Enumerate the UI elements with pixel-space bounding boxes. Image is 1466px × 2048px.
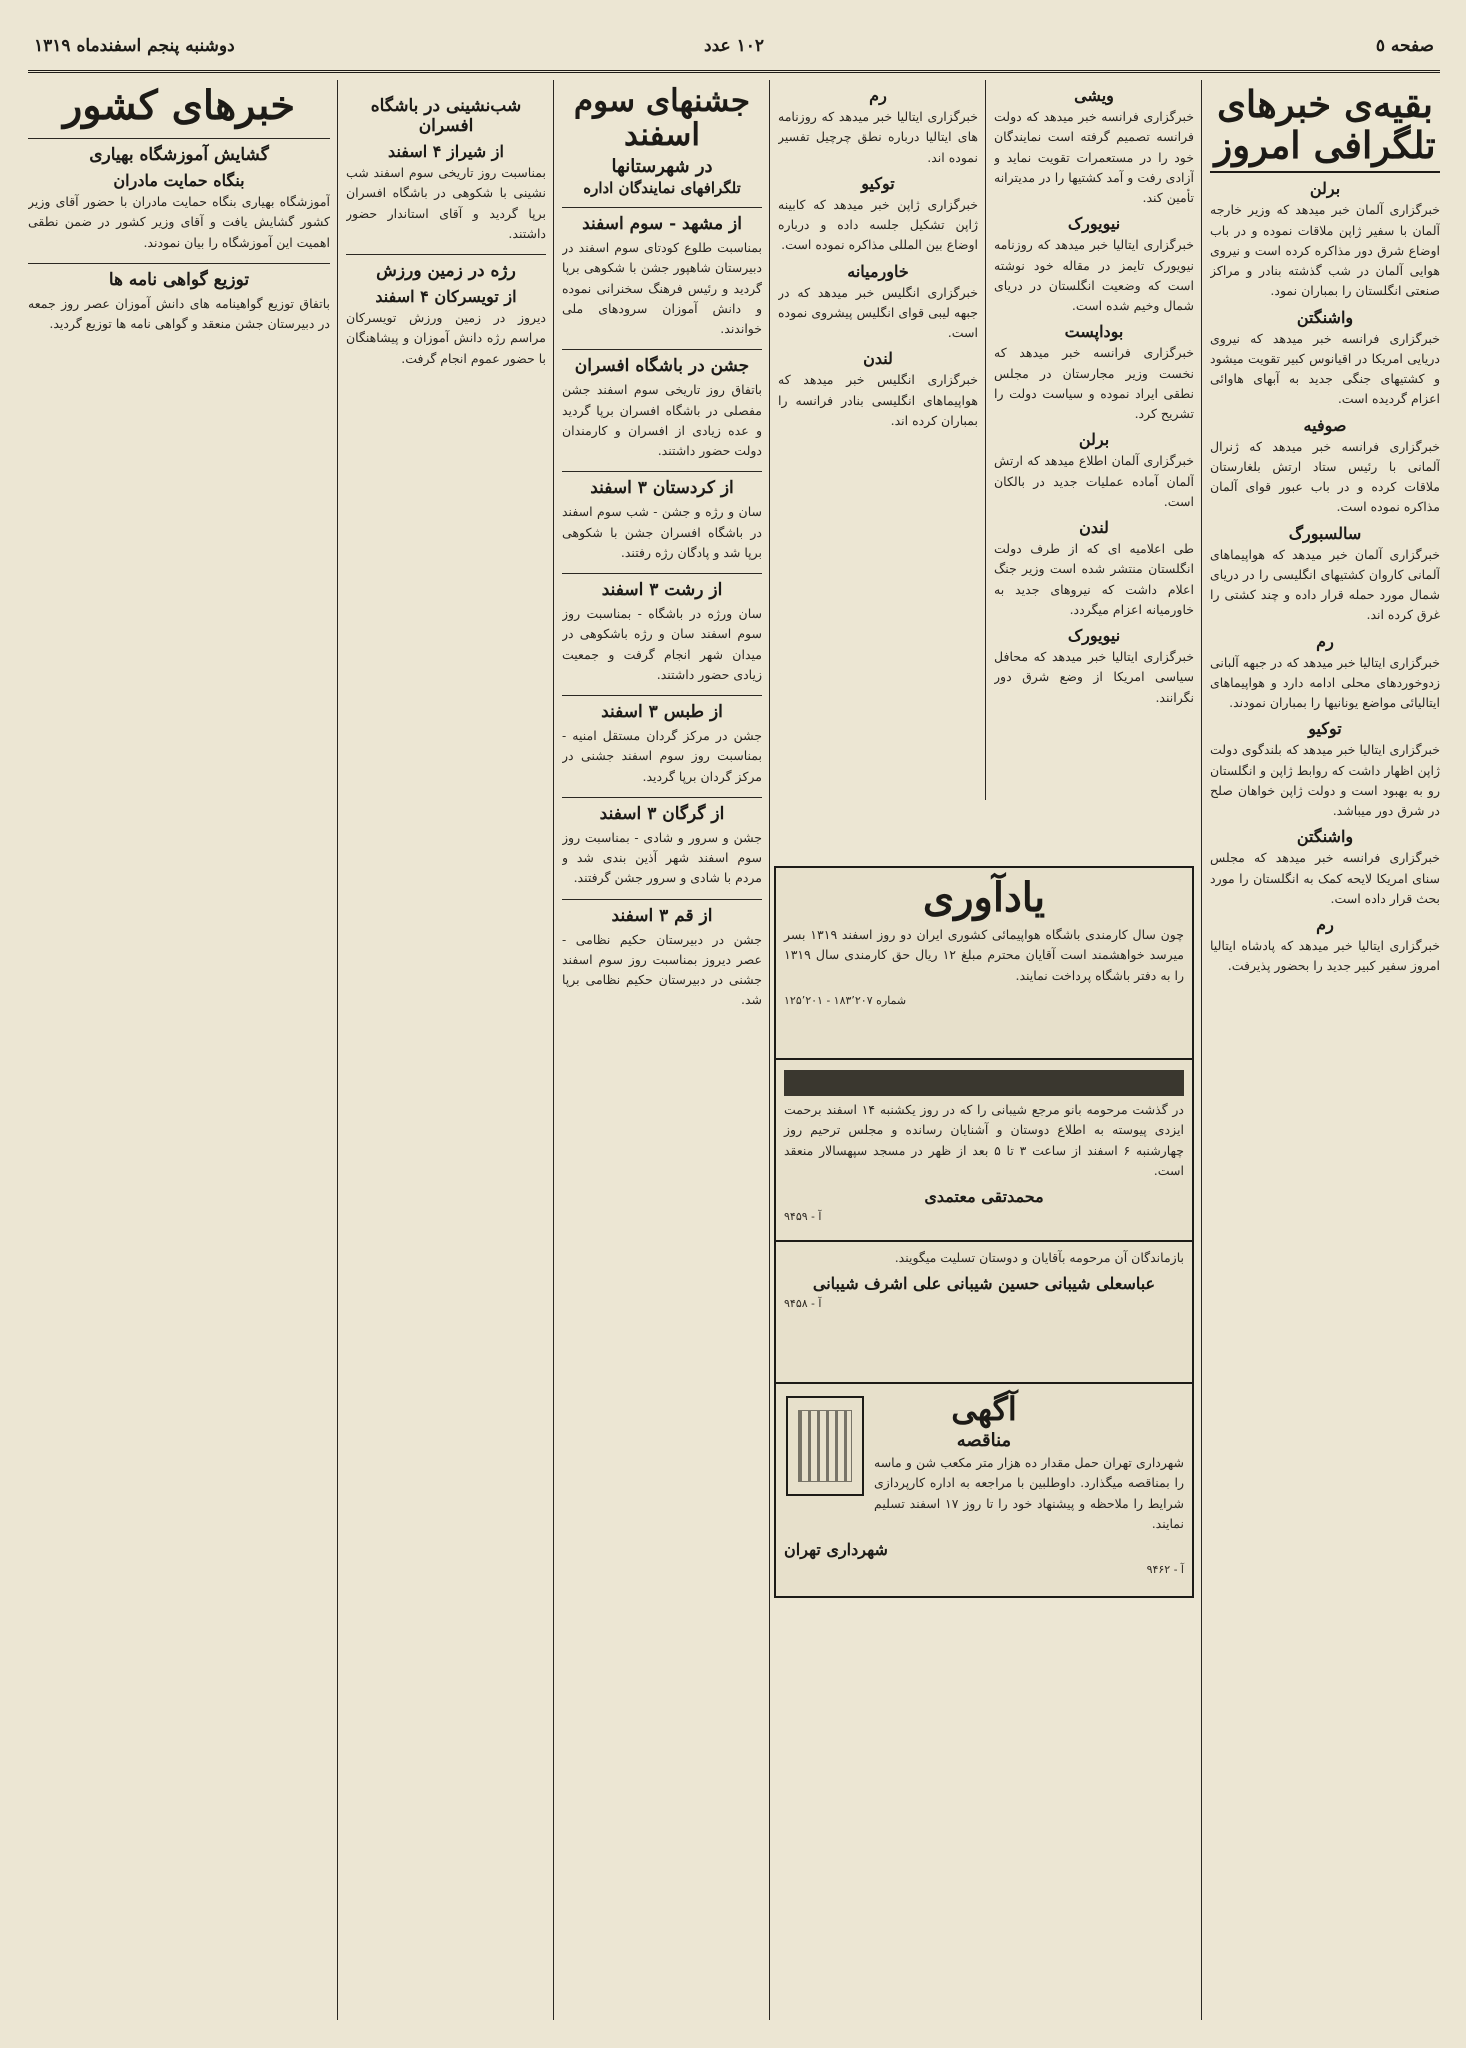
news-item: [778, 262, 978, 344]
section-title: از گرگان ۳ اسفند: [562, 797, 762, 824]
news-item: [994, 518, 1194, 620]
country-item: [346, 254, 546, 369]
telegraph-item: [1210, 632, 1440, 714]
condolence-notice: [774, 1240, 1194, 1386]
dateline: برلن: [1309, 179, 1341, 199]
article-text: خبرگزاری ایتالیا خبر میدهد که پادشاه ایتالیا امروز سفیر کبیر جدید را بحضور پذیرفت.: [1210, 938, 1440, 974]
telegraph-column: [1210, 80, 1440, 2020]
newspaper-page: [28, 28, 1440, 2020]
telegraph-item: [1210, 416, 1440, 518]
article-text: خبرگزاری ایتالیا خبر میدهد که روزنامه نیویورک تایمز در مقاله خود نوشته است که وضعیت انگلستان در دریای شمال وخیم شده است.: [994, 237, 1194, 313]
article-text: خبرگزاری آلمان خبر میدهد که وزیر خارجه آلمان با سفیر ژاپن ملاقات نموده و در باب اوضاع شرق دور مذاکره کرده است و نیروی هوایی آلمان در شب گذشته بنادر و مراکز صنعتی انگلستان را بمباران نمود.: [1210, 202, 1440, 299]
condolence-text: بازماندگان آن مرحومه بآقایان و دوستان تسلیت میگویند.: [894, 1250, 1184, 1265]
article-text: خبرگزاری فرانسه خبر میدهد که نخست وزیر مجارستان در مجلس نطقی ایراد نموده و سیاست دولت را تشریح کرد.: [994, 345, 1194, 421]
dateline: ویشی: [1074, 86, 1114, 105]
dateline: واشنگتن: [1296, 827, 1354, 847]
dateline: بوداپست: [1064, 322, 1124, 342]
reminder-notice: [774, 866, 1194, 1062]
dateline: از شیراز ۴ اسفند: [388, 142, 504, 161]
column-rule: [769, 80, 770, 2020]
article-text: جشن و سرور و شادی - بمناسبت روز سوم اسفند شهر آذین بندی شد و مردم با شادی و سرور جشن گرفتند.: [562, 829, 762, 886]
dateline: برلن: [1078, 430, 1110, 450]
dateline: رم: [1316, 631, 1334, 651]
celebration-section: [562, 207, 762, 339]
dateline: توکیو: [1308, 719, 1342, 739]
news-item: [994, 86, 1194, 208]
news-item: [994, 322, 1194, 424]
section-title: از رشت ۳ اسفند: [562, 573, 762, 600]
dateline: بنگاه حمایت مادران: [113, 171, 245, 190]
article-text: آموزشگاه بهیاری بنگاه حمایت مادران با حضور آقای وزیر کشور گشایش یافت و آقای وزیر کشور در ضمن نطقی اهمیت این آموزشگاه را بیان نمودند.: [28, 194, 330, 250]
tender-text: شهرداری تهران حمل مقدار ده هزار متر مکعب شن و ماسه را بمناقصه میگذارد. داوطلبین با مراجعه به اداره کارپردازی شرایط را ملاحظه و پیشنهاد خود را تا روز ۱۷ اسفند تسلیم نمایند.: [874, 1455, 1184, 1531]
celebration-section: [562, 573, 762, 685]
condolence-signers: عباسعلی شیبانی حسین شیبانی علی اشرف شیبانی: [812, 1274, 1156, 1294]
country-headline: خبرهای کشور: [62, 82, 296, 129]
article-text: خبرگزاری ایتالیا خبر میدهد که بلندگوی دولت ژاپن اظهار داشت که روابط ژاپن و انگلستان رو به بهبود است و دولت ژاپن خواهان صلح در شرق دور میباشد.: [1210, 742, 1440, 819]
telegraph-item: [1210, 915, 1440, 977]
article-text: باتفاق روز تاریخی سوم اسفند جشن مفصلی در باشگاه افسران برپا گردید و عده زیادی از افسران و کارمندان دولت حضور داشتند.: [562, 382, 762, 459]
dateline: لندن: [863, 349, 893, 369]
issue-date: دوشنبه پنجم اسفندماه ۱۳۱۹: [34, 36, 235, 56]
funeral-notice: [774, 1058, 1194, 1244]
dateline: سالسبورگ: [1288, 523, 1362, 543]
tender-signer: شهرداری تهران: [784, 1540, 888, 1559]
celebrations-lead: تلگرافهای نمایندگان اداره: [583, 179, 741, 198]
celebration-section: [562, 349, 762, 461]
column-rule: [337, 80, 338, 2020]
article-text: سان ورژه در باشگاه - بمناسبت روز سوم اسفند سان و رژه باشکوهی در میدان شهر انجام گرفت و جمعیت زیادی حضور داشتند.: [562, 606, 762, 682]
article-text: خبرگزاری ایتالیا خبر میدهد که در جبهه آلبانی زدوخوردهای محلی ادامه دارد و هواپیماهای ایتالیائی مواضع یونانیها را بمباران نمودند.: [1210, 654, 1440, 711]
dateline: توکیو: [861, 173, 895, 193]
dateline: رم: [869, 86, 887, 105]
country-column-right: [346, 80, 546, 2020]
tender-subtitle: مناقصه: [956, 1430, 1012, 1451]
article-text: بمناسبت طلوع کودتای سوم اسفند در دبیرستان شاهپور جشن با شکوهی برپا گردید و رئیس فرهنگ سخنرانی نموده و دانش آموزان سرودهای ملی خواندند.: [562, 240, 762, 337]
article-text: خبرگزاری ایتالیا خبر میدهد که محافل سیاسی امریکا از وضع شرق دور نگرانند.: [994, 649, 1194, 705]
telegraph-item: [1210, 524, 1440, 626]
tender-code: آ - ۹۴۶۲: [1146, 1563, 1184, 1576]
news-column-3: [778, 80, 978, 800]
section-title: رژه در زمین ورزش: [346, 254, 546, 281]
country-column: [28, 80, 330, 2020]
dateline: لندن: [1079, 518, 1109, 537]
news-item: [778, 349, 978, 431]
telegraph-item: [1210, 308, 1440, 410]
article-text: خبرگزاری فرانسه خبر میدهد که دولت فرانسه تصمیم گرفته است نمایندگان خود را در مستعمرات تقویت نماید و آزادی رفت و آمد کشتیها را در مدیترانه تأمین کند.: [994, 109, 1194, 205]
dateline: نیویورک: [1067, 214, 1121, 234]
news-item: [778, 86, 978, 168]
celebrations-subheadline: در شهرستانها: [611, 156, 713, 178]
article-text: جشن در دبیرستان حکیم نظامی - عصر دیروز بمناسبت روز سوم اسفند جشنی در دبیرستان حکیم نظامی برپا شد.: [562, 931, 762, 1008]
dateline: رم: [1316, 915, 1334, 935]
reminder-text: چون سال کارمندی باشگاه هواپیمائی کشوری ایران دو روز اسفند ۱۳۱۹ بسر میرسد خواهشمند است آقایان محترم مبلغ ۱۲ ریال حق کارمندی سال ۱۳۱۹ را به دفتر باشگاه پرداخت نمایند.: [784, 927, 1184, 983]
news-item: [994, 626, 1194, 708]
section-title: از قم ۳ اسفند: [562, 899, 762, 926]
reminder-ref: شماره ۱۸۳٬۲۰۷ - ۱۲۵٬۲۰۱: [784, 993, 907, 1007]
section-title: از طبس ۳ اسفند: [562, 695, 762, 722]
notice-band: [784, 1070, 1184, 1096]
section-title: از کردستان ۳ اسفند: [562, 471, 762, 498]
article-text: خبرگزاری فرانسه خبر میدهد که ژنرال آلمانی با رئیس ستاد ارتش بلغارستان ملاقات کرده و در باب عبور قوای آلمان مذاکره نموده است.: [1210, 438, 1440, 515]
news-item: [778, 174, 978, 256]
article-text: باتفاق توزیع گواهینامه های دانش آموزان عصر روز جمعه در دبیرستان جشن منعقد و گواهی نامه ها توزیع گردید.: [28, 295, 330, 331]
celebration-section: [562, 797, 762, 889]
country-item: [28, 138, 330, 253]
article-text: طی اعلامیه ای که از طرف دولت انگلستان منتشر شده است وزیر جنگ اعلام داشت که نیروهای جدید به خاورمیانه اعزام میگردد.: [994, 541, 1194, 617]
celebrations-headline: جشنهای سوم اسفند: [573, 83, 751, 154]
funeral-code: آ - ۹۴۵۹: [784, 1210, 822, 1223]
article-text: خبرگزاری ایتالیا خبر میدهد که روزنامه های ایتالیا درباره نطق چرچیل تفسیر نموده اند.: [778, 109, 978, 165]
telegraph-item: [1210, 719, 1440, 821]
dateline: واشنگتن: [1296, 307, 1354, 327]
section-title: شب‌نشینی در باشگاه افسران: [370, 96, 522, 136]
dateline: صوفیه: [1303, 415, 1347, 435]
article-text: خبرگزاری آلمان خبر میدهد که هواپیماهای آلمانی کاروان کشتیهای انگلیسی را در دریای شمال مورد حمله قرار داده و چند کشتی را غرق کرده اند.: [1210, 546, 1440, 623]
page-number: صفحه ٥: [1375, 36, 1434, 56]
article-text: بمناسبت روز تاریخی سوم اسفند شب نشینی با شکوهی در باشگاه افسران برپا گردید و آقای استاندار حضور داشتند.: [346, 165, 546, 241]
country-item: [346, 90, 546, 244]
section-title: توزیع گواهی نامه ها: [28, 263, 330, 290]
article-text: جشن در مرکز گردان مستقل امنیه - بمناسبت روز سوم اسفند جشنی در مرکز گردان برپا گردید.: [562, 728, 762, 784]
funeral-text: در گذشت مرحومه بانو مرجع شیبانی را که در روز یکشنبه ۱۴ اسفند برحمت ایزدی پیوسته به اطلاع دوستان و آشنایان رسانده و مجلس ترحیم روز چهارشنبه ۶ اسفند از ساعت ۳ تا ۵ بعد از ظهر در مسجد سپهسالار منعقد است.: [784, 1102, 1185, 1178]
dateline: نیویورک: [1067, 626, 1121, 645]
tender-notice: [774, 1382, 1194, 1598]
country-item: [28, 263, 330, 335]
dateline: از تویسرکان ۴ اسفند: [375, 287, 517, 306]
article-text: خبرگزاری فرانسه خبر میدهد که نیروی دریایی امریکا در اقیانوس کبیر تقویت میشود و کشتیهای جنگی جدید به آبهای هاوائی اعزام گردیده است.: [1210, 330, 1440, 407]
section-title: گشایش آموزشگاه بهیاری: [28, 138, 330, 165]
municipality-emblem-icon: [786, 1396, 864, 1496]
reminder-title: یادآوری: [922, 874, 1046, 921]
section-title: از مشهد - سوم اسفند: [562, 207, 762, 234]
article-text: خبرگزاری انگلیس خبر میدهد که هواپیماهای انگلیسی بنادر فرانسه را بمباران کرده اند.: [778, 372, 978, 428]
telegraph-item: [1210, 827, 1440, 909]
condolence-code: آ - ۹۴۵۸: [784, 1297, 822, 1311]
article-text: دیروز در زمین ورزش تویسرکان مراسم رژه دانش آموزان و پیشاهنگان با حضور عموم انجام گرفت.: [346, 310, 546, 366]
celebration-section: [562, 471, 762, 563]
article-text: خبرگزاری فرانسه خبر میدهد که مجلس سنای امریکا لایحه کمک به انگلستان را مورد بحث قرار داده است.: [1210, 850, 1440, 906]
column-rule: [1201, 80, 1202, 2020]
masthead: [28, 28, 1440, 73]
celebration-section: [562, 695, 762, 787]
telegraph-headline: بقیه‌ی خبرهای تلگرافی امروز: [1210, 84, 1440, 173]
funeral-name: محمدتقی معتمدی: [924, 1187, 1044, 1206]
dateline: خاورمیانه: [847, 261, 909, 281]
celebration-section: [562, 899, 762, 1011]
column-rule: [553, 80, 554, 2020]
celebrations-column: [562, 80, 762, 2020]
telegraph-item: [1210, 179, 1440, 301]
section-title: جشن در باشگاه افسران: [562, 349, 762, 376]
column-rule: [985, 80, 986, 800]
article-text: خبرگزاری ژاپن خبر میدهد که کابینه ژاپن تشکیل جلسه داده و درباره اوضاع بین المللی مذاکره نموده است.: [778, 196, 978, 253]
article-text: خبرگزاری انگلیس خبر میدهد که در جبهه لیبی قوای انگلیس پیشروی نموده است.: [778, 284, 978, 340]
issue-number: ۱۰۲ عدد: [704, 36, 764, 56]
news-item: [994, 430, 1194, 512]
article-text: سان و رژه و جشن - شب سوم اسفند در باشگاه افسران جشن با شکوهی برپا شد و پادگان رژه رفتند.: [562, 504, 762, 560]
tender-title: آگهی: [951, 1390, 1017, 1428]
article-text: خبرگزاری آلمان اطلاع میدهد که ارتش آلمان آماده عملیات جدید در بالکان است.: [994, 453, 1194, 509]
news-item: [994, 214, 1194, 316]
